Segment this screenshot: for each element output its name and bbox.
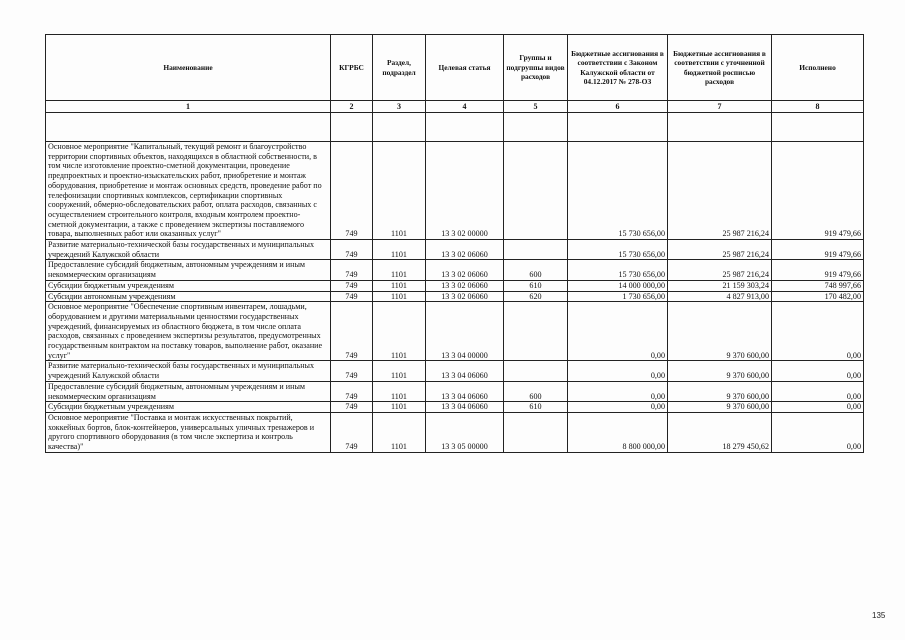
row-refined-allocation: 25 987 216,24 (668, 260, 772, 280)
row-executed: 919 479,66 (772, 260, 864, 280)
row-kgrbs: 749 (331, 302, 373, 361)
header-group: Группы и подгруппы видов расходов (504, 35, 568, 101)
row-kgrbs: 749 (331, 412, 373, 452)
row-target-article: 13 3 04 06060 (426, 402, 504, 413)
blank-cell (373, 113, 426, 142)
row-expense-group: 600 (504, 381, 568, 401)
row-name: Субсидии бюджетным учреждениям (46, 402, 331, 413)
column-number: 1 (46, 101, 331, 113)
row-target-article: 13 3 02 06060 (426, 280, 504, 291)
row-expense-group: 610 (504, 280, 568, 291)
row-name: Предоставление субсидий бюджетным, автономным учреждениям и иным некоммерческим организациям (46, 381, 331, 401)
blank-row (46, 113, 864, 142)
column-number: 6 (568, 101, 668, 113)
row-law-allocation: 15 730 656,00 (568, 260, 668, 280)
row-kgrbs: 749 (331, 240, 373, 260)
row-law-allocation: 1 730 656,00 (568, 291, 668, 302)
row-law-allocation: 14 000 000,00 (568, 280, 668, 291)
table-row (46, 291, 864, 302)
row-refined-allocation: 25 987 216,24 (668, 142, 772, 240)
row-executed: 0,00 (772, 402, 864, 413)
table-row (46, 280, 864, 291)
column-number-row (46, 101, 864, 113)
blank-cell (46, 113, 331, 142)
header-section: Раздел, подраздел (373, 35, 426, 101)
row-target-article: 13 3 02 06060 (426, 260, 504, 280)
header-target: Целевая статья (426, 35, 504, 101)
row-target-article: 13 3 04 06060 (426, 361, 504, 381)
row-section: 1101 (373, 240, 426, 260)
column-number: 3 (373, 101, 426, 113)
row-expense-group (504, 412, 568, 452)
row-refined-allocation: 9 370 600,00 (668, 381, 772, 401)
blank-cell (504, 113, 568, 142)
row-section: 1101 (373, 381, 426, 401)
blank-cell (772, 113, 864, 142)
row-target-article: 13 3 04 00000 (426, 302, 504, 361)
row-name: Основное мероприятие "Поставка и монтаж искусственных покрытий, хоккейных бортов, блок-контейнеров, универсальных уличных тренажеров и другого спортивного оборудования (в том числе экспертиза и контроль качества)" (46, 412, 331, 452)
row-target-article: 13 3 02 00000 (426, 142, 504, 240)
header-row (46, 35, 864, 101)
blank-cell (568, 113, 668, 142)
row-section: 1101 (373, 142, 426, 240)
row-executed: 170 482,00 (772, 291, 864, 302)
blank-cell (426, 113, 504, 142)
row-section: 1101 (373, 302, 426, 361)
row-target-article: 13 3 05 00000 (426, 412, 504, 452)
row-expense-group (504, 142, 568, 240)
budget-table (45, 34, 864, 453)
header-name: Наименование (46, 35, 331, 101)
row-expense-group (504, 240, 568, 260)
row-kgrbs: 749 (331, 361, 373, 381)
row-refined-allocation: 21 159 303,24 (668, 280, 772, 291)
table-row (46, 142, 864, 240)
row-kgrbs: 749 (331, 291, 373, 302)
table-row (46, 361, 864, 381)
row-name: Развитие материально-технической базы государственных и муниципальных учреждений Калужской области (46, 361, 331, 381)
row-expense-group: 620 (504, 291, 568, 302)
row-executed: 919 479,66 (772, 142, 864, 240)
header-kgrbs: КГРБС (331, 35, 373, 101)
row-name: Развитие материально-технической базы государственных и муниципальных учреждений Калужской области (46, 240, 331, 260)
column-number: 7 (668, 101, 772, 113)
row-refined-allocation: 9 370 600,00 (668, 302, 772, 361)
row-kgrbs: 749 (331, 402, 373, 413)
column-number: 8 (772, 101, 864, 113)
row-law-allocation: 8 800 000,00 (568, 412, 668, 452)
row-expense-group (504, 361, 568, 381)
row-refined-allocation: 18 279 450,62 (668, 412, 772, 452)
row-expense-group: 600 (504, 260, 568, 280)
row-executed: 919 479,66 (772, 240, 864, 260)
row-law-allocation: 0,00 (568, 381, 668, 401)
row-executed: 0,00 (772, 361, 864, 381)
row-refined-allocation: 4 827 913,00 (668, 291, 772, 302)
row-name: Субсидии автономным учреждениям (46, 291, 331, 302)
table-row (46, 240, 864, 260)
row-kgrbs: 749 (331, 280, 373, 291)
row-section: 1101 (373, 291, 426, 302)
row-kgrbs: 749 (331, 381, 373, 401)
column-number: 4 (426, 101, 504, 113)
header-executed: Исполнено (772, 35, 864, 101)
row-section: 1101 (373, 260, 426, 280)
row-executed: 0,00 (772, 381, 864, 401)
row-target-article: 13 3 04 06060 (426, 381, 504, 401)
table-row (46, 260, 864, 280)
page-number: 135 (872, 611, 886, 620)
row-refined-allocation: 25 987 216,24 (668, 240, 772, 260)
row-target-article: 13 3 02 06060 (426, 291, 504, 302)
row-name: Предоставление субсидий бюджетным, автономным учреждениям и иным некоммерческим организациям (46, 260, 331, 280)
row-executed: 0,00 (772, 302, 864, 361)
header-law: Бюджетные ассигнования в соответствии с Законом Калужской области от 04.12.2017 № 278-ОЗ (568, 35, 668, 101)
blank-cell (668, 113, 772, 142)
column-number: 2 (331, 101, 373, 113)
row-kgrbs: 749 (331, 260, 373, 280)
row-section: 1101 (373, 280, 426, 291)
table-row (46, 402, 864, 413)
row-law-allocation: 0,00 (568, 361, 668, 381)
row-executed: 0,00 (772, 412, 864, 452)
row-law-allocation: 0,00 (568, 402, 668, 413)
blank-cell (331, 113, 373, 142)
row-name: Основное мероприятие "Капитальный, текущий ремонт и благоустройство территории спортивных объектов, находящихся в областной собственности, в том числе изготовление проектно-сметной документации, проведение предпроектных и проектно-изыскательских работ, приобретение и монтаж оборудования, приобретение и монтаж основных средств, проведение работ по телефонизации спортивных комплексов, сертификации спортивных сооружений, обмерно-обследовательских работ, оплата расходов, связанных с осуществлением строительного контроля, входным контролем проектно-сметной документации, а также с проведением экспертизы поставляемого товара, выполненных работ или оказанных услуг" (46, 142, 331, 240)
row-expense-group: 610 (504, 402, 568, 413)
row-expense-group (504, 302, 568, 361)
row-refined-allocation: 9 370 600,00 (668, 402, 772, 413)
table-row (46, 302, 864, 361)
row-law-allocation: 0,00 (568, 302, 668, 361)
column-number: 5 (504, 101, 568, 113)
row-target-article: 13 3 02 06060 (426, 240, 504, 260)
row-section: 1101 (373, 361, 426, 381)
table-row (46, 381, 864, 401)
row-section: 1101 (373, 402, 426, 413)
table-row (46, 412, 864, 452)
header-refined: Бюджетные ассигнования в соответствии с уточненной бюджетной росписью расходов (668, 35, 772, 101)
row-executed: 748 997,66 (772, 280, 864, 291)
row-name: Основное мероприятие "Обеспечение спортивным инвентарем, лошадьми, оборудованием и другими материальными ценностями государственных учреждений, финансируемых из областного бюджета, в том числе оплата расходов, связанных с проведением экспертизы результатов, предусмотренных государственным контрактом на поставку товаров, выполнение работ, оказание услуг" (46, 302, 331, 361)
row-kgrbs: 749 (331, 142, 373, 240)
row-section: 1101 (373, 412, 426, 452)
row-name: Субсидии бюджетным учреждениям (46, 280, 331, 291)
row-refined-allocation: 9 370 600,00 (668, 361, 772, 381)
row-law-allocation: 15 730 656,00 (568, 142, 668, 240)
row-law-allocation: 15 730 656,00 (568, 240, 668, 260)
